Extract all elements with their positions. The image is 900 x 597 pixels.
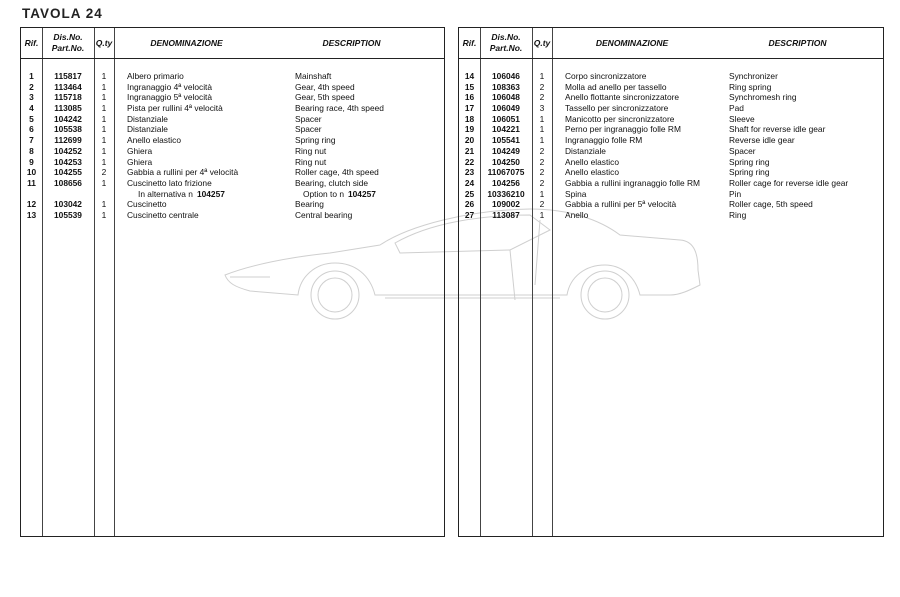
table-row <box>459 199 883 210</box>
denominazione: Anello elastico <box>127 135 182 146</box>
description: Sleeve <box>729 113 755 124</box>
denominazione: Molla ad anello per tassello <box>565 81 667 92</box>
quantity: 1 <box>539 113 545 124</box>
part-number: 105541 <box>492 135 520 146</box>
denominazione: Tassello per sincronizzatore <box>565 103 669 114</box>
description: Pin <box>729 188 742 199</box>
alt-label-it: In alternativa n <box>138 188 193 199</box>
parts-table-right <box>458 27 884 537</box>
part-number: 106048 <box>492 92 520 103</box>
ref-number: 25 <box>464 188 475 199</box>
quantity: 1 <box>101 92 107 103</box>
denominazione: Cuscinetto centrale <box>127 209 199 220</box>
ref-number: 19 <box>464 124 475 135</box>
part-number: 104253 <box>54 156 82 167</box>
description: Ring nut <box>295 145 327 156</box>
ref-number: 15 <box>464 81 475 92</box>
quantity: 2 <box>539 81 545 92</box>
ref-number: 13 <box>26 209 37 220</box>
ref-number: 8 <box>29 145 34 156</box>
denominazione: Spina <box>565 188 587 199</box>
table-row <box>459 92 883 103</box>
ref-number: 2 <box>29 81 34 92</box>
quantity: 1 <box>101 145 107 156</box>
denominazione: Anello elastico <box>565 156 620 167</box>
table-header <box>459 28 883 59</box>
part-number: 104255 <box>54 167 82 178</box>
ref-number: 18 <box>464 113 475 124</box>
part-number: 109002 <box>492 199 520 210</box>
header-denominazione: DENOMINAZIONE <box>150 37 223 48</box>
denominazione: Gabbia a rullini per 4ª velocità <box>127 167 239 178</box>
ref-number: 26 <box>464 199 475 210</box>
part-number: 106046 <box>492 71 520 81</box>
table-row <box>459 124 883 135</box>
denominazione: Cuscinetto <box>127 199 167 210</box>
alt-part-number-en: 104257 <box>347 188 376 199</box>
quantity: 2 <box>539 145 545 156</box>
description: Central bearing <box>295 209 353 220</box>
table-row <box>21 167 444 178</box>
description: Ring <box>729 209 747 220</box>
quantity: 1 <box>101 199 107 210</box>
ref-number: 1 <box>29 71 34 81</box>
part-number: 115817 <box>54 71 82 81</box>
description: Ring nut <box>295 156 327 167</box>
quantity: 2 <box>539 167 545 178</box>
parts-table-left <box>20 27 445 537</box>
description: Reverse idle gear <box>729 135 795 146</box>
alternative-note-it <box>138 189 225 200</box>
table-row <box>21 124 444 135</box>
alternative-note-en <box>303 189 376 200</box>
table-row <box>21 199 444 210</box>
table-row <box>21 114 444 125</box>
table-row <box>459 178 883 189</box>
quantity: 1 <box>101 124 107 135</box>
denominazione: Ingranaggio 4ª velocità <box>127 81 213 92</box>
ref-number: 20 <box>464 135 475 146</box>
part-number: 104242 <box>54 113 82 124</box>
part-number: 11067075 <box>487 167 525 178</box>
table-row <box>459 210 883 221</box>
ref-number: 7 <box>29 135 34 146</box>
ref-number: 4 <box>29 103 34 114</box>
description: Roller cage, 5th speed <box>729 199 813 210</box>
header-qty: Q.ty <box>95 37 113 48</box>
ref-number: 24 <box>464 177 475 188</box>
table-row <box>21 82 444 93</box>
table-row <box>21 178 444 189</box>
part-number: 104252 <box>54 145 82 156</box>
denominazione: Cuscinetto lato frizione <box>127 177 212 188</box>
quantity: 3 <box>539 103 545 114</box>
description: Synchronizer <box>729 71 778 81</box>
denominazione: Gabbia a rullini ingranaggio folle RM <box>565 177 701 188</box>
ref-number: 3 <box>29 92 34 103</box>
description: Synchromesh ring <box>729 92 797 103</box>
table-row <box>21 146 444 157</box>
denominazione: Ingranaggio folle RM <box>565 135 643 146</box>
ref-number: 6 <box>29 124 34 135</box>
table-row <box>459 82 883 93</box>
header-qty: Q.ty <box>533 37 551 48</box>
table-row <box>459 135 883 146</box>
denominazione: Distanziale <box>565 145 606 156</box>
ref-number: 9 <box>29 156 34 167</box>
denominazione: Pista per rullini 4ª velocità <box>127 103 223 114</box>
quantity: 2 <box>539 156 545 167</box>
ref-number: 5 <box>29 113 34 124</box>
quantity: 1 <box>539 71 545 81</box>
quantity: 1 <box>539 135 545 146</box>
description: Spacer <box>295 113 322 124</box>
header-part-no <box>42 28 94 58</box>
description: Mainshaft <box>295 71 332 81</box>
header-description: DESCRIPTION <box>768 37 827 48</box>
description: Ring spring <box>729 81 772 92</box>
part-number: 108656 <box>54 177 82 188</box>
quantity: 1 <box>101 113 107 124</box>
part-number: 113085 <box>54 103 82 114</box>
ref-number: 12 <box>26 199 37 210</box>
part-number: 106051 <box>492 113 520 124</box>
table-row <box>459 189 883 200</box>
description: Spring ring <box>729 167 770 178</box>
header-rif: Rif. <box>24 37 39 48</box>
quantity: 1 <box>101 71 107 81</box>
table-row <box>21 92 444 103</box>
denominazione: Manicotto per sincronizzatore <box>565 113 675 124</box>
header-rif: Rif. <box>462 37 477 48</box>
denominazione: Ingranaggio 5ª velocità <box>127 92 213 103</box>
denominazione: Gabbia a rullini per 5ª velocità <box>565 199 677 210</box>
header-dis-no: Dis.No. <box>53 32 83 42</box>
ref-number: 17 <box>464 103 475 114</box>
part-number: 104256 <box>492 177 520 188</box>
table-row <box>459 103 883 114</box>
table-row <box>459 114 883 125</box>
quantity: 2 <box>539 199 545 210</box>
denominazione: Distanziale <box>127 124 168 135</box>
quantity: 1 <box>101 135 107 146</box>
header-part-no-label: Part.No. <box>51 43 85 53</box>
quantity: 1 <box>101 81 107 92</box>
header-part-no <box>480 28 532 58</box>
table-row <box>21 189 444 200</box>
description: Spacer <box>729 145 756 156</box>
ref-number: 23 <box>464 167 475 178</box>
quantity: 1 <box>539 124 545 135</box>
page-title: TAVOLA 24 <box>22 6 103 21</box>
description: Bearing race, 4th speed <box>295 103 384 114</box>
table-row <box>21 135 444 146</box>
part-number: 10336210 <box>487 188 525 199</box>
denominazione: Anello <box>565 209 589 220</box>
description: Shaft for reverse idle gear <box>729 124 826 135</box>
part-number: 106049 <box>492 103 520 114</box>
description: Gear, 5th speed <box>295 92 355 103</box>
table-row <box>459 167 883 178</box>
description: Roller cage, 4th speed <box>295 167 379 178</box>
denominazione: Ghiera <box>127 145 153 156</box>
description: Pad <box>729 103 744 114</box>
ref-number: 11 <box>27 177 36 188</box>
denominazione: Distanziale <box>127 113 168 124</box>
quantity: 1 <box>101 177 107 188</box>
header-description: DESCRIPTION <box>322 37 381 48</box>
description: Spacer <box>295 124 322 135</box>
ref-number: 14 <box>464 71 475 81</box>
quantity: 1 <box>101 209 107 220</box>
description: Bearing, clutch side <box>295 177 369 188</box>
table-body-left <box>21 71 444 221</box>
table-body-right <box>459 71 883 221</box>
part-number: 115718 <box>54 92 82 103</box>
table-row <box>459 71 883 82</box>
header-dis-no: Dis.No. <box>491 32 521 42</box>
denominazione: Corpo sincronizzatore <box>565 71 647 81</box>
part-number: 108363 <box>492 81 520 92</box>
ref-number: 10 <box>26 167 37 178</box>
part-number: 105538 <box>54 124 82 135</box>
quantity: 2 <box>539 92 545 103</box>
ref-number: 27 <box>464 209 475 220</box>
ref-number: 22 <box>464 156 475 167</box>
table-row <box>21 210 444 221</box>
denominazione: Anello elastico <box>565 167 620 178</box>
denominazione: Anello flottante sincronizzatore <box>565 92 680 103</box>
part-number: 105539 <box>54 209 82 220</box>
table-row <box>21 157 444 168</box>
description: Roller cage for reverse idle gear <box>729 177 849 188</box>
denominazione: Perno per ingranaggio folle RM <box>565 124 681 135</box>
quantity: 1 <box>101 156 107 167</box>
part-number: 113087 <box>492 209 520 220</box>
denominazione: Albero primario <box>127 71 184 81</box>
header-part-no-label: Part.No. <box>489 43 523 53</box>
alt-label-en: Option to n <box>303 188 344 199</box>
part-number: 104250 <box>492 156 520 167</box>
denominazione: Ghiera <box>127 156 153 167</box>
table-row <box>459 157 883 168</box>
part-number: 113464 <box>54 81 82 92</box>
part-number: 104221 <box>492 124 520 135</box>
description: Spring ring <box>295 135 336 146</box>
quantity: 2 <box>539 177 545 188</box>
ref-number: 21 <box>464 145 475 156</box>
table-row <box>459 146 883 157</box>
quantity: 1 <box>101 103 107 114</box>
table-row <box>21 103 444 114</box>
part-number: 112699 <box>54 135 82 146</box>
table-row <box>21 71 444 82</box>
quantity: 1 <box>539 209 545 220</box>
part-number: 103042 <box>54 199 82 210</box>
alt-part-number-it: 104257 <box>196 188 225 199</box>
quantity: 1 <box>539 188 545 199</box>
description: Bearing <box>295 199 324 210</box>
description: Gear, 4th speed <box>295 81 355 92</box>
description: Spring ring <box>729 156 770 167</box>
header-denominazione: DENOMINAZIONE <box>595 37 669 48</box>
quantity: 2 <box>101 167 107 178</box>
ref-number: 16 <box>464 92 475 103</box>
table-header <box>21 28 444 59</box>
part-number: 104249 <box>492 145 520 156</box>
